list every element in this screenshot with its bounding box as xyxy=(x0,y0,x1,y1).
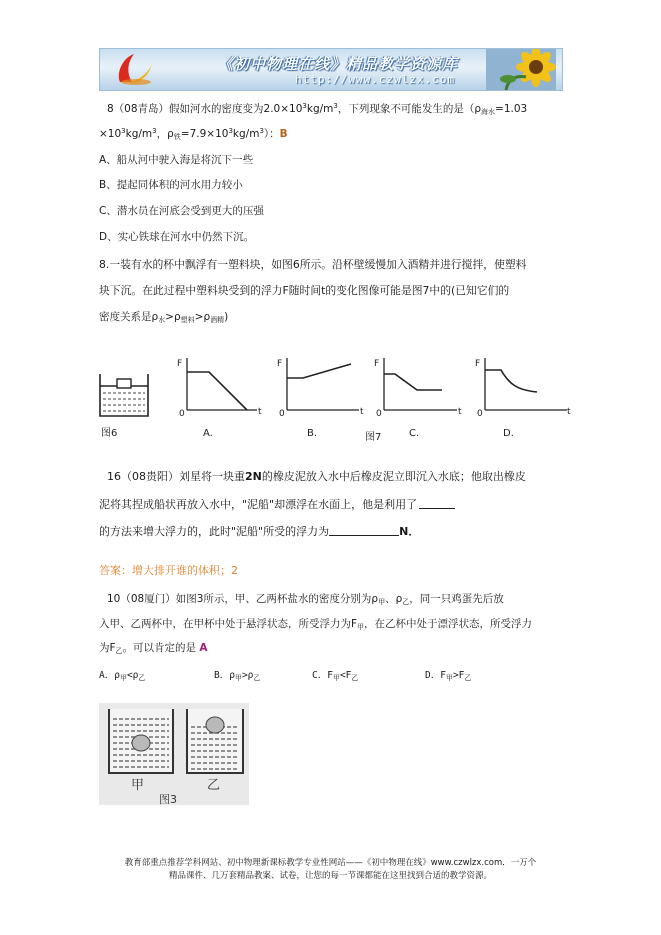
q8b-line1: 8.一装有水的杯中飘浮有一塑料块，如图6所示。沿杯壁缓慢加入酒精并进行搅拌，使塑料 xyxy=(99,258,527,271)
subscript: 酒精 xyxy=(210,316,225,324)
q10-text: 、ρ xyxy=(385,593,403,605)
unit: kg/m xyxy=(232,128,260,140)
q16-blank-method[interactable] xyxy=(419,497,455,509)
figure-3 xyxy=(99,703,249,805)
q10-line3 xyxy=(99,641,208,658)
exponent: 3 xyxy=(152,127,157,135)
unit: kg/m xyxy=(125,128,153,140)
q16-text: 的方法来增大浮力的，此时"泥船"所受的浮力为 xyxy=(99,525,330,538)
egg-icon xyxy=(132,735,150,751)
axis-t-label: t xyxy=(360,407,364,417)
q16-answer: 答案：增大排开谁的体积；2 xyxy=(99,564,238,577)
graph-a-label: A. xyxy=(203,428,213,439)
graph-c-label: C. xyxy=(409,428,420,439)
q8a-text: ，下列现象不可能发生的是（ρ xyxy=(337,103,482,115)
q8a-text: ×10 xyxy=(99,128,122,140)
q10-text: 10（08厦门）如图3所示，甲、乙两杯盐水的密度分别为ρ xyxy=(107,593,379,605)
cup-yi xyxy=(187,709,243,773)
q16-unit: N． xyxy=(399,525,420,538)
q16-text: 的橡皮泥放入水中后橡皮泥立即沉入水底；他取出橡皮 xyxy=(261,470,526,483)
q16-blank-force[interactable] xyxy=(329,524,399,536)
unit: kg/m xyxy=(306,103,334,115)
subscript: 海水 xyxy=(481,108,496,116)
axis-f-label: F xyxy=(374,359,380,369)
fig3-label: 图3 xyxy=(159,793,177,805)
subscript: 水 xyxy=(158,316,166,324)
cup-jia xyxy=(109,709,173,773)
subscript: 甲 xyxy=(378,598,386,606)
q10-option-d: D．$F_甲>F_乙$ xyxy=(425,670,472,682)
q10-text: ，在乙杯中处于漂浮状态，所受浮力 xyxy=(364,618,533,630)
q8a-line1 xyxy=(107,99,527,119)
exponent: 3 xyxy=(302,102,307,110)
q8b-line2: 块下沉。在此过程中塑料块受到的浮力F随时间t的变化图像可能是图7中的(已知它们的 xyxy=(99,284,510,297)
axis-t-label: t xyxy=(458,407,462,417)
q16-line3 xyxy=(99,524,419,539)
q10-line2 xyxy=(99,617,532,634)
sunflower-icon xyxy=(486,49,556,90)
q8a-text: ）： xyxy=(263,128,280,140)
q16-text: 泥将其捏成船状再放入水中，"泥船"却漂浮在水面上，他是利用了 xyxy=(99,498,418,511)
q10-option-b: B．$\rho_甲>\rho_乙$ xyxy=(214,670,261,682)
exponent: 3 xyxy=(259,127,264,135)
axis-f-label: F xyxy=(177,359,183,369)
cup-label-yi: 乙 xyxy=(207,778,221,793)
graph-b xyxy=(277,358,364,439)
footer-line1: 教育部重点推荐学科网站、初中物理新课标教学专业性网站——《初中物理在线》www.czwlzx.com．一万个 xyxy=(124,858,537,868)
q8a-option-a: A、船从河中驶入海是将沉下一些 xyxy=(99,154,254,166)
q10-answer: A xyxy=(199,642,208,654)
subscript: 塑料 xyxy=(180,316,195,324)
egg-icon xyxy=(206,717,224,733)
q16-weight: 2N xyxy=(245,470,262,483)
site-banner xyxy=(99,48,563,91)
q10-line1 xyxy=(107,592,504,609)
q10-text: ，同一只鸡蛋先后放 xyxy=(409,593,504,605)
fig7-label: 图7 xyxy=(365,432,382,443)
q10-text: 。可以肯定的是 xyxy=(122,642,197,654)
subscript: 铁 xyxy=(173,133,181,141)
exponent: 3 xyxy=(121,127,126,135)
q8b-line3 xyxy=(99,310,228,327)
q8a-option-c: C、潜水员在河底会受到更大的压强 xyxy=(99,205,264,217)
axis-t-label: t xyxy=(258,407,262,417)
q10-option-a: A．$\rho_甲<\rho_乙$ xyxy=(99,670,146,682)
plastic-block xyxy=(117,379,131,388)
graph-a xyxy=(177,358,262,439)
q8b-text: 密度关系是ρ xyxy=(99,311,159,323)
origin-label: 0 xyxy=(376,409,382,419)
q10-text: 为F xyxy=(99,642,116,654)
axis-f-label: F xyxy=(475,359,481,369)
q16-text: 16（08贵阳）刘星将一块重 xyxy=(107,470,245,483)
q8a-answer: B xyxy=(279,128,288,140)
q8a-text: ，ρ xyxy=(156,128,174,140)
banner-url[interactable]: http://www.czwlzx.com xyxy=(295,73,456,86)
footer-line2: 精品课件、几万套精品教案、试卷，让您的每一节课都能在这里找到合适的教学资源。 xyxy=(168,871,492,881)
q8b-text: >ρ xyxy=(194,311,211,323)
axis-t-label: t xyxy=(567,407,571,417)
q8a-text: =1.03 xyxy=(495,103,528,115)
q10-option-c: C．$F_甲<F_乙$ xyxy=(312,670,359,682)
q8a-text: 8（08青岛）假如河水的密度变为2.0×10 xyxy=(107,103,303,115)
q8b-text: ) xyxy=(224,311,229,323)
graph-b-label: B. xyxy=(307,428,318,439)
subscript: 乙 xyxy=(115,647,123,655)
q8b-text: >ρ xyxy=(165,311,181,323)
graph-c xyxy=(365,358,462,443)
exponent: 3 xyxy=(228,127,233,135)
subscript: 甲 xyxy=(357,623,365,631)
q8a-option-d: D、实心铁球在河水中仍然下沉。 xyxy=(99,231,255,243)
origin-label: 0 xyxy=(279,409,285,419)
q10-text: 入甲、乙两杯中，在甲杯中处于悬浮状态，所受浮力为F xyxy=(99,618,358,630)
q16-line1 xyxy=(107,470,526,484)
cup-label-jia: 甲 xyxy=(131,778,145,793)
exponent: 3 xyxy=(333,102,338,110)
site-logo-icon xyxy=(114,52,154,86)
banner-title: 《初中物理在线》精品教学资源库 xyxy=(218,55,459,73)
graph-d-label: D. xyxy=(503,428,514,439)
q8a-option-b: B、提起同体积的河水用力较小 xyxy=(99,179,243,191)
q8a-line2 xyxy=(99,124,288,144)
fig6-label: 图6 xyxy=(101,428,118,439)
figure-6-7 xyxy=(97,350,575,445)
q16-line2 xyxy=(99,497,455,512)
axis-f-label: F xyxy=(277,359,283,369)
origin-label: 0 xyxy=(179,409,185,419)
cup-diagram-fig6 xyxy=(100,374,148,416)
origin-label: 0 xyxy=(477,409,483,419)
subscript: 乙 xyxy=(402,598,410,606)
q8a-text: =7.9×10 xyxy=(180,128,229,140)
graph-d xyxy=(475,358,571,439)
